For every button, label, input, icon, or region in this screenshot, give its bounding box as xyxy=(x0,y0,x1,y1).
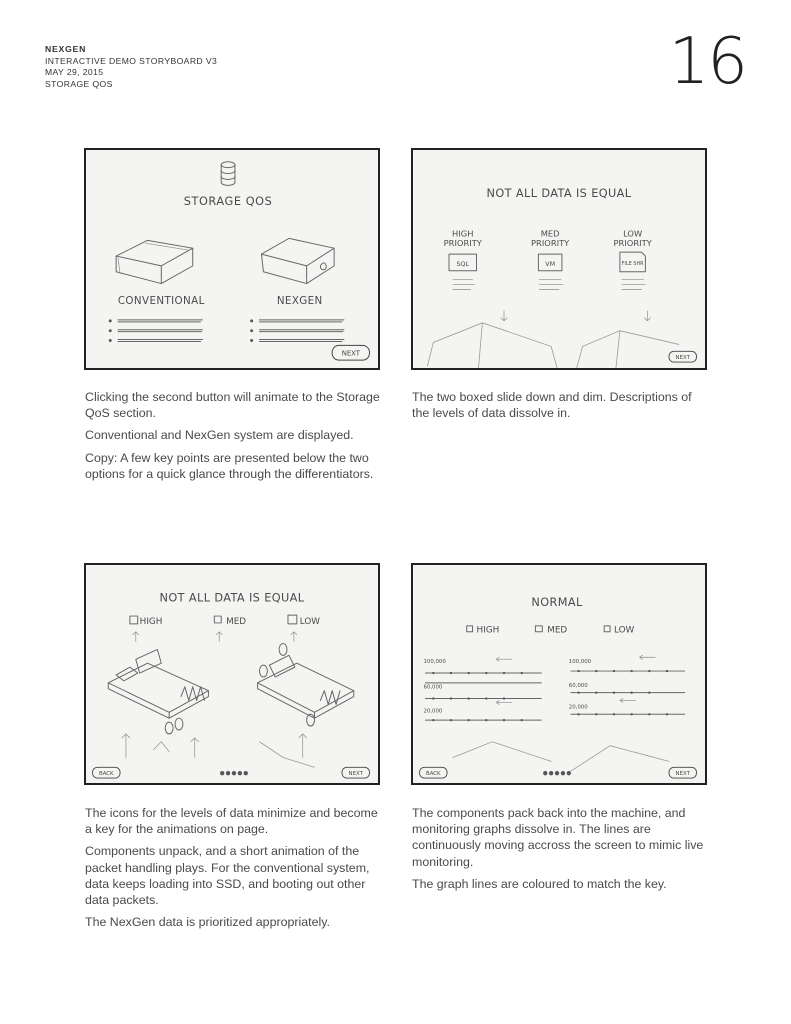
key-low xyxy=(288,615,320,642)
back-button-label: BACK xyxy=(99,771,114,778)
conventional-components-sketch xyxy=(108,649,208,757)
brand-name: NEXGEN xyxy=(45,44,87,54)
low-priority-label-2: PRIORITY xyxy=(613,238,652,249)
svg-text:VM: VM xyxy=(545,259,556,268)
med-priority-label-2: PRIORITY xyxy=(531,238,570,249)
document-title: INTERACTIVE DEMO STORYBOARD V3 xyxy=(45,55,218,66)
svg-text:20,000: 20,000 xyxy=(568,704,588,711)
pagination-dots[interactable] xyxy=(543,771,571,775)
database-icon xyxy=(221,162,235,186)
next-button-label: NEXT xyxy=(675,355,690,362)
frame-2-sketch xyxy=(413,150,705,368)
low-key-icon xyxy=(604,626,610,632)
svg-text:MED: MED xyxy=(226,616,247,627)
next-button-label: NEXT xyxy=(341,349,360,358)
page-number: 16 xyxy=(668,25,746,99)
frame-2-description xyxy=(412,389,712,427)
back-button[interactable] xyxy=(420,767,447,778)
next-button[interactable] xyxy=(332,345,369,360)
svg-text:HIGH: HIGH xyxy=(139,616,163,627)
low-key-icon xyxy=(288,615,297,624)
high-priority-label-2: PRIORITY xyxy=(443,238,482,249)
next-button[interactable] xyxy=(342,767,369,778)
frame-1-title: STORAGE QOS xyxy=(183,194,273,208)
sql-data-icon xyxy=(449,254,476,271)
high-key-icon xyxy=(130,616,138,624)
frame-3-sketch xyxy=(86,565,378,783)
description-paragraph: Clicking the second button will animate to the Storage QoS section. xyxy=(85,390,380,421)
next-button[interactable] xyxy=(669,351,696,362)
back-button[interactable] xyxy=(93,767,120,778)
med-key-icon xyxy=(535,626,542,632)
right-monitoring-graph xyxy=(569,655,685,715)
key-med xyxy=(214,616,246,642)
high-priority-label-1: HIGH xyxy=(452,228,474,239)
left-monitoring-graph xyxy=(423,657,541,721)
svg-text:LOW: LOW xyxy=(299,616,321,627)
nexgen-label: NEXGEN xyxy=(276,295,323,308)
svg-text:FILE SHR: FILE SHR xyxy=(621,260,644,267)
storyboard-frame-4 xyxy=(411,563,707,785)
svg-text:LOW: LOW xyxy=(613,625,635,636)
document-date: MAY 29, 2015 xyxy=(45,67,104,78)
description-paragraph: Conventional and NexGen system are displayed. xyxy=(85,428,354,443)
pagination-dots[interactable] xyxy=(220,771,248,775)
description-paragraph: Copy: A few key points are presented below the two options for a quick glance through the differentiators. xyxy=(85,450,374,481)
next-button-label: NEXT xyxy=(675,771,690,778)
storyboard-frame-1 xyxy=(84,148,380,370)
conventional-box-sketch xyxy=(116,240,193,283)
svg-text:100,000: 100,000 xyxy=(568,659,592,666)
frame-1-description xyxy=(85,389,385,488)
description-paragraph: Components unpack, and a short animation of the packet handling plays. For the conventional system, data keeps loading into SSD, and booting out other data packets. xyxy=(85,844,370,908)
machine-outline-sketch xyxy=(453,742,669,771)
conventional-label: CONVENTIONAL xyxy=(117,295,205,308)
svg-text:SQL: SQL xyxy=(456,259,470,268)
frame-4-sketch xyxy=(413,565,705,783)
svg-text:MED: MED xyxy=(547,625,568,636)
next-button[interactable] xyxy=(669,767,696,778)
document-header xyxy=(45,44,217,90)
storyboard-frame-3 xyxy=(84,563,380,785)
file-share-data-icon xyxy=(620,252,646,272)
key-med xyxy=(535,626,567,636)
frame-2-title: NOT ALL DATA IS EQUAL xyxy=(486,187,632,201)
section-name: STORAGE QOS xyxy=(45,78,113,89)
frame-3-title: NOT ALL DATA IS EQUAL xyxy=(159,591,305,605)
svg-text:60,000: 60,000 xyxy=(568,682,588,689)
med-priority-label-1: MED xyxy=(540,228,560,239)
description-paragraph: The graph lines are coloured to match the key. xyxy=(412,876,667,891)
description-paragraph: The two boxed slide down and dim. Descriptions of the levels of data dissolve in. xyxy=(412,390,692,421)
dimmed-boxes-sketch xyxy=(427,311,678,368)
next-button-label: NEXT xyxy=(348,771,363,778)
description-paragraph: The icons for the levels of data minimize and become a key for the animations on page. xyxy=(85,806,378,837)
nexgen-bullet-list xyxy=(250,319,344,342)
description-paragraph: The components pack back into the machine, and monitoring graphs dissolve in. The lines are continuously moving accross the screen to mimic live monitoring. xyxy=(412,806,704,869)
key-low xyxy=(604,626,634,636)
back-button-label: BACK xyxy=(426,771,441,778)
svg-text:60,000: 60,000 xyxy=(423,684,443,691)
frame-3-description xyxy=(85,805,385,936)
low-priority-label-1: LOW xyxy=(623,228,643,239)
nexgen-components-sketch xyxy=(258,644,354,768)
frame-1-sketch xyxy=(86,150,378,368)
priority-descriptions-sketch xyxy=(453,280,645,290)
svg-text:100,000: 100,000 xyxy=(423,659,446,666)
svg-text:20,000: 20,000 xyxy=(423,708,443,715)
nexgen-box-sketch xyxy=(261,238,334,283)
vm-data-icon xyxy=(538,254,562,271)
high-key-icon xyxy=(467,626,473,632)
description-paragraph: The NexGen data is prioritized appropriately. xyxy=(85,915,330,930)
frame-4-description xyxy=(412,805,712,898)
frame-4-title: NORMAL xyxy=(531,596,583,610)
svg-text:HIGH: HIGH xyxy=(476,625,500,636)
conventional-bullet-list xyxy=(109,319,203,342)
key-high xyxy=(467,626,500,636)
med-key-icon xyxy=(214,616,221,623)
storyboard-frame-2 xyxy=(411,148,707,370)
key-high xyxy=(130,616,163,642)
